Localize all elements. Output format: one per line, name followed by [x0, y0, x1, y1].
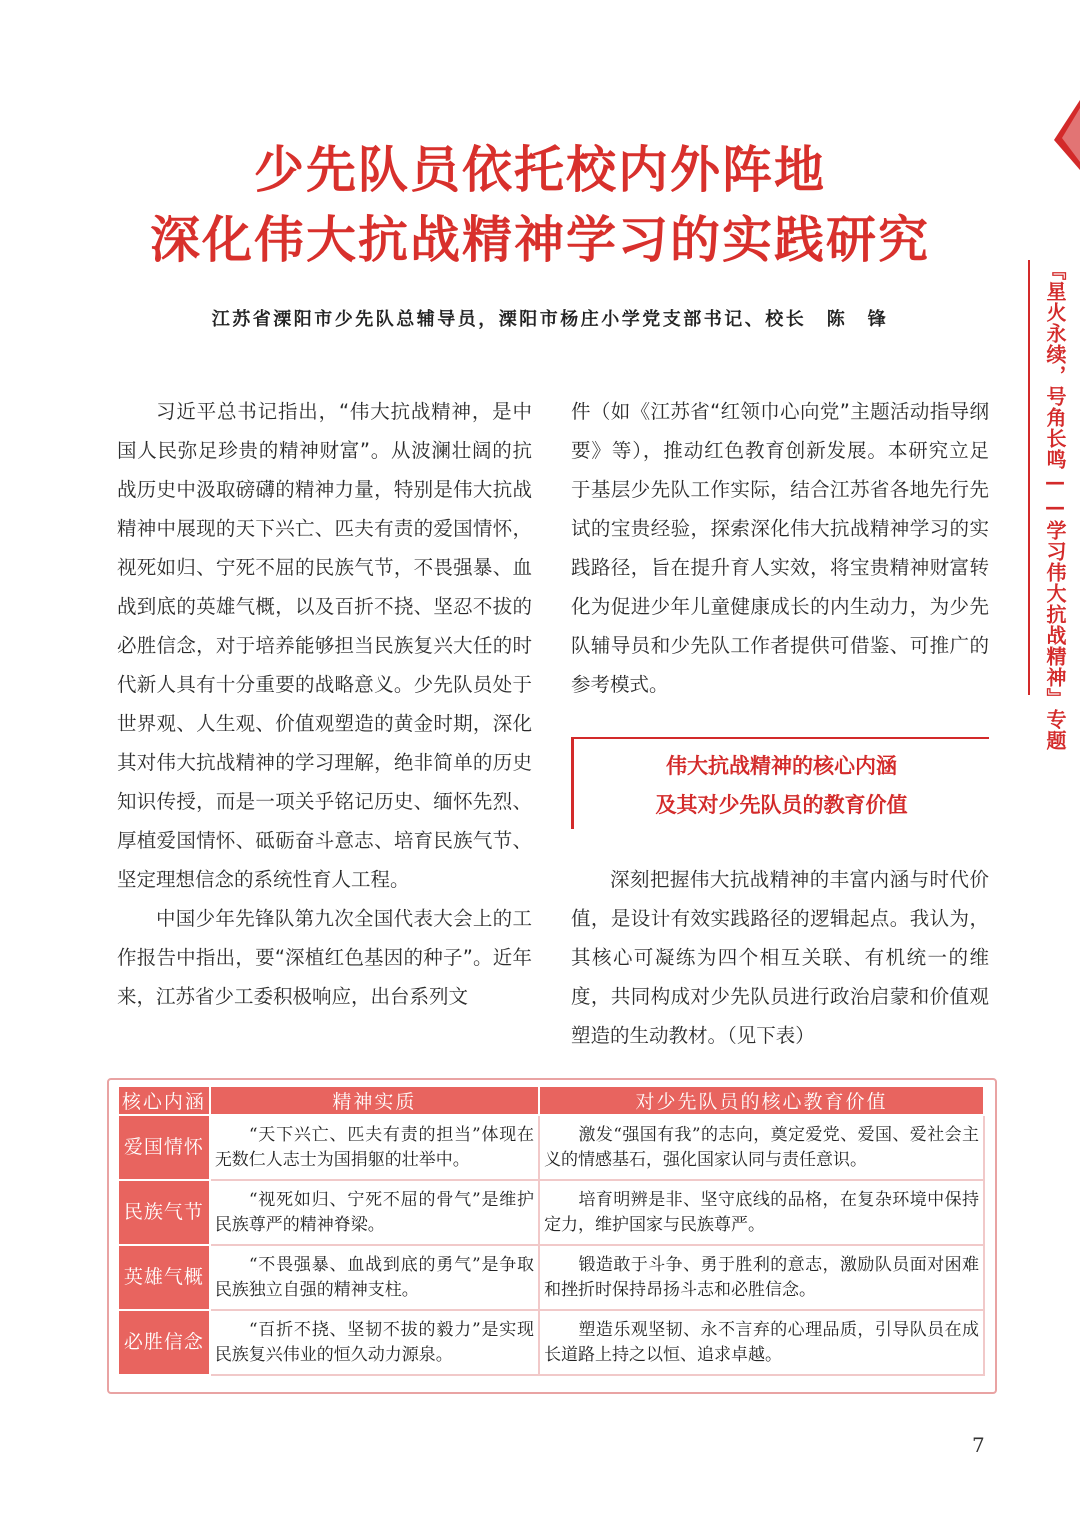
table-row [118, 1310, 984, 1375]
right-column [571, 392, 989, 704]
row-value: 培育明辨是非、坚守底线的品格，在复杂环境中保持定力，维护国家与民族尊严。 [539, 1180, 984, 1245]
table-row [118, 1115, 984, 1180]
row-key: 必胜信念 [118, 1310, 210, 1375]
paragraph: 深刻把握伟大抗战精神的丰富内涵与时代价值，是设计有效实践路径的逻辑起点。我认为，其核心可凝练为四个相互关联、有机统一的维度，共同构成对少先队员进行政治启蒙和价值观塑造的生动教材。（见下表） [571, 868, 989, 1047]
row-value: 激发“强国有我”的志向，奠定爱党、爱国、爱社会主义的情感基石，强化国家认同与责任意识。 [539, 1115, 984, 1180]
article-title-line-1: 少先队员依托校内外阵地 [254, 141, 826, 199]
row-value: 锻造敢于斗争、勇于胜利的意志，激励队员面对困难和挫折时保持昂扬斗志和必胜信念。 [539, 1245, 984, 1310]
section-heading [571, 737, 989, 829]
table-row [118, 1245, 984, 1310]
table-header: 对少先队员的核心教育价值 [539, 1086, 984, 1115]
table-row [118, 1180, 984, 1245]
paragraph: 件（如《江苏省“红领巾心向党”主题活动指导纲要》等），推动红色教育创新发展。本研究立足于基层少先队工作实际，结合江苏省各地先行先试的宝贵经验，探索深化伟大抗战精神学习的实践路径，旨在提升育人实效，将宝贵精神财富转化为促进少年儿童健康成长的内生动力，为少先队辅导员和少先队工作者提供可借鉴、可推广的参考模式。 [571, 400, 989, 696]
row-essence: “不畏强暴、血战到底的勇气”是争取民族独立自强的精神支柱。 [210, 1245, 539, 1310]
author-byline: 江苏省溧阳市少先队总辅导员，溧阳市杨庄小学党支部书记、校长 陈 锋 [211, 309, 889, 330]
left-column [117, 392, 532, 1016]
row-value: 塑造乐观坚韧、永不言弃的心理品质，引导队员在成长道路上持之以恒、追求卓越。 [539, 1310, 984, 1375]
section-heading-line-1: 伟大抗战精神的核心内涵 [666, 754, 897, 778]
paragraph: 中国少年先锋队第九次全国代表大会上的工作报告中指出，要“深植红色基因的种子”。近年来，江苏省少工委积极响应，出台系列文 [117, 907, 532, 1008]
row-key: 爱国情怀 [118, 1115, 210, 1180]
page-number: 7 [972, 1433, 985, 1457]
right-column-continued [571, 860, 989, 1055]
paragraph: 习近平总书记指出，“伟大抗战精神，是中国人民弥足珍贵的精神财富”。从波澜壮阔的抗战历史中汲取磅礴的精神力量，特别是伟大抗战精神中展现的天下兴亡、匹夫有责的爱国情怀，视死如归、宁死不屈的民族气节，不畏强暴、血战到底的英雄气概，以及百折不挠、坚忍不拔的必胜信念，对于培养能够担当民族复兴大任的时代新人具有十分重要的战略意义。少先队员处于世界观、人生观、价值观塑造的黄金时期，深化其对伟大抗战精神的学习理解，绝非简单的历史知识传授，而是一项关乎铭记历史、缅怀先烈、厚植爱国情怀、砥砺奋斗意志、培育民族气节、坚定理想信念的系统性育人工程。 [117, 400, 532, 891]
row-key: 英雄气概 [118, 1245, 210, 1310]
column-title: 『星火永续，号角长鸣——学习伟大抗战精神』专题 [1043, 260, 1067, 751]
row-essence: “天下兴亡、匹夫有责的担当”体现在无数仁人志士为国捐躯的壮举中。 [210, 1115, 539, 1180]
table-header: 核心内涵 [118, 1086, 210, 1115]
section-heading-line-2: 及其对少先队员的教育价值 [655, 793, 908, 817]
spirit-table [117, 1085, 985, 1376]
article-title-line-2: 深化伟大抗战精神学习的实践研究 [150, 211, 930, 269]
table-header: 精神实质 [210, 1086, 539, 1115]
row-key: 民族气节 [118, 1180, 210, 1245]
row-essence: “百折不挠、坚韧不拔的毅力”是实现民族复兴伟业的恒久动力源泉。 [210, 1310, 539, 1375]
row-essence: “视死如归、宁死不屈的骨气”是维护民族尊严的精神脊梁。 [210, 1180, 539, 1245]
